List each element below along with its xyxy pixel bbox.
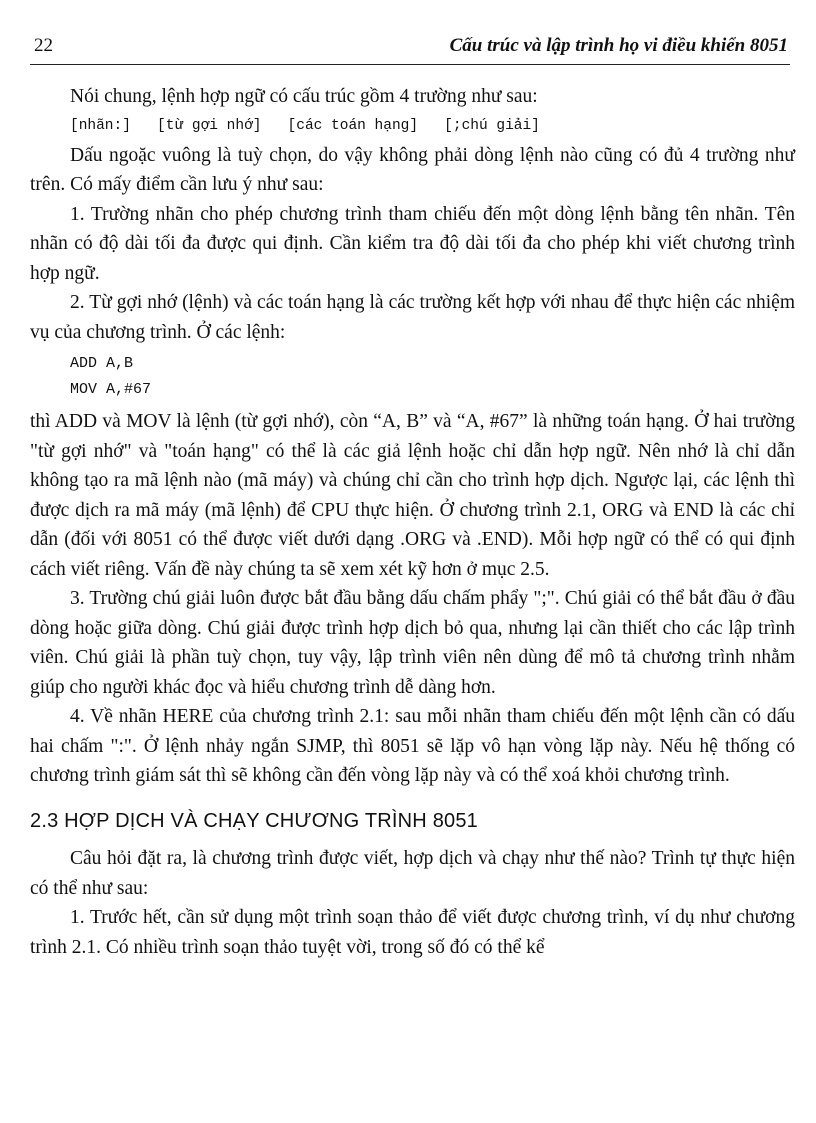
page-header bbox=[30, 30, 790, 65]
paragraph-intro: Nói chung, lệnh hợp ngữ có cấu trúc gồm 4 trường như sau: bbox=[70, 86, 538, 107]
paragraph-item-4: 4. Về nhãn HERE của chương trình 2.1: sau mỗi nhãn tham chiếu đến một lệnh cần có dấu hai chấm ":". Ở lệnh nhảy ngắn SJMP, thì 8051 sẽ lặp vô hạn vòng lặp này. Nếu hệ thống có chương trình giám sát thì sẽ không cần đến vòng lặp này và có thể xoá khỏi chương trình. bbox=[30, 706, 795, 786]
code-line: MOV A,#67 bbox=[70, 381, 152, 398]
body-text bbox=[30, 82, 795, 962]
paragraph-item-2-continued: thì ADD và MOV là lệnh (từ gợi nhớ), còn “A, B” và “A, #67” là những toán hạng. Ở hai trường "từ gợi nhớ" và "toán hạng" có thể là các giả lệnh hoặc chỉ dẫn hợp ngữ. Nên nhớ là chỉ dẫn không tạo ra mã lệnh nào (mã máy) và chúng chỉ cần cho trình hợp dịch. Ngược lại, các lệnh thì được dịch ra mã máy (mã lệnh) để CPU thực hiện. Ở chương trình 2.1, ORG và END là các chỉ dẫn (đối với 8051 có thể được viết dưới dạng .ORG và .END). Mỗi hợp ngữ có thể có qui định cách viết riêng. Vấn đề này chúng ta sẽ xem xét kỹ hơn ở mục 2.5. bbox=[30, 411, 795, 580]
paragraph-step-1: 1. Trước hết, cần sử dụng một trình soạn thảo để viết được chương trình, ví dụ như chương trình 2.1. Có nhiều trình soạn thảo tuyệt vời, trong số đó có thể kể bbox=[30, 907, 795, 958]
instruction-syntax: [nhãn:] [từ gợi nhớ] [các toán hạng] [;chú giải] bbox=[70, 117, 540, 134]
paragraph-item-2: 2. Từ gợi nhớ (lệnh) và các toán hạng là các trường kết hợp với nhau để thực hiện các nhiệm vụ của chương trình. Ở các lệnh: bbox=[30, 292, 795, 343]
running-title: Cấu trúc và lập trình họ vi điều khiển 8051 bbox=[449, 35, 788, 56]
code-line: ADD A,B bbox=[70, 355, 134, 372]
paragraph-question: Câu hỏi đặt ra, là chương trình được viết, hợp dịch và chạy như thế nào? Trình tự thực hiện có thể như sau: bbox=[30, 848, 795, 899]
page-number: 22 bbox=[34, 35, 53, 56]
paragraph-brackets: Dấu ngoặc vuông là tuỳ chọn, do vậy không phải dòng lệnh nào cũng có đủ 4 trường như trên. Có mấy điểm cần lưu ý như sau: bbox=[30, 144, 795, 195]
paragraph-item-3: 3. Trường chú giải luôn được bắt đầu bằng dấu chấm phẩy ";". Chú giải có thể bắt đầu ở đầu dòng hoặc giữa dòng. Chú giải được trình hợp dịch bỏ qua, nhưng lại cần thiết cho các lập trình viên. Chú giải là phần tuỳ chọn, tuy vậy, lập trình viên nên dùng để mô tả chương trình nhằm giúp cho người khác đọc và hiểu chương trình dễ dàng hơn. bbox=[30, 588, 795, 698]
paragraph-item-1: 1. Trường nhãn cho phép chương trình tham chiếu đến một dòng lệnh bằng tên nhãn. Tên nhãn có độ dài tối đa được qui định. Cần kiểm tra độ dài tối đa cho phép khi viết chương trình hợp ngữ. bbox=[30, 203, 795, 284]
code-block bbox=[70, 351, 795, 403]
section-heading: 2.3 HỢP DỊCH VÀ CHẠY CHƯƠNG TRÌNH 8051 bbox=[30, 809, 478, 832]
